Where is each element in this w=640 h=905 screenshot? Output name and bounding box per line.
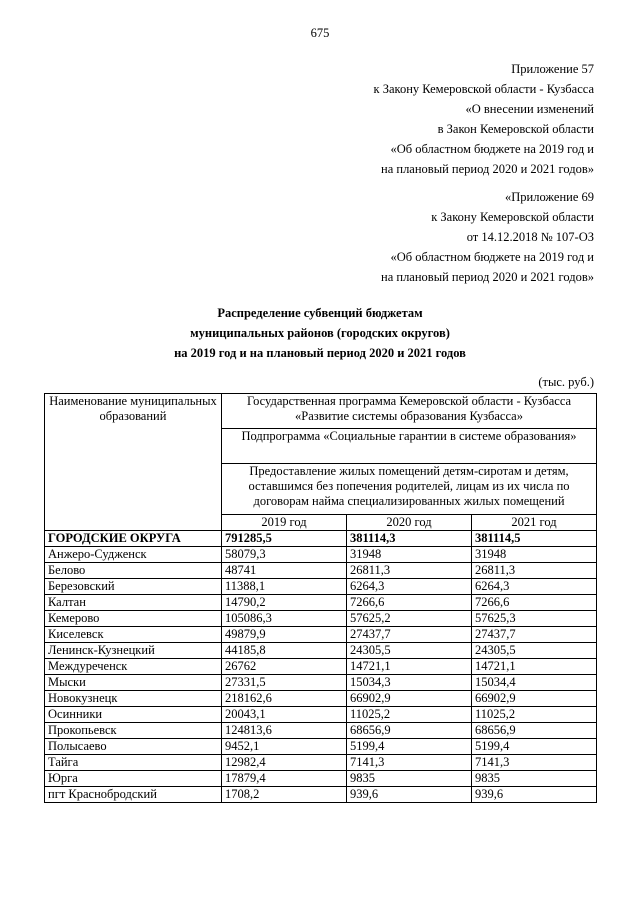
amount-cell: 27437,7 — [347, 627, 472, 643]
table-row — [45, 563, 597, 579]
annex-line: «Об областном бюджете на 2019 год и — [390, 250, 594, 264]
annex-line: в Закон Кемеровской области — [437, 122, 594, 136]
annex-69-header — [274, 187, 594, 287]
amount-cell: 11388,1 — [222, 579, 347, 595]
table-row — [45, 787, 597, 803]
amount-cell: 58079,3 — [222, 547, 347, 563]
amount-cell: 105086,3 — [222, 611, 347, 627]
amount-cell: 24305,5 — [347, 643, 472, 659]
amount-cell: 11025,2 — [347, 707, 472, 723]
municipality-cell: Ленинск-Кузнецкий — [45, 643, 222, 659]
amount-cell: 31948 — [472, 547, 597, 563]
annex-line: «О внесении изменений — [465, 102, 594, 116]
table-row — [45, 643, 597, 659]
amount-cell: 26811,3 — [347, 563, 472, 579]
table-row — [45, 755, 597, 771]
municipality-cell: Полысаево — [45, 739, 222, 755]
amount-cell: 31948 — [347, 547, 472, 563]
measure-header: Предоставление жилых помещений детям-сиротам и детям, оставшимся без попечения родителей, лицам из их числа по договорам найма специализированных жилых помещений — [222, 464, 597, 515]
title-line: муниципальных районов (городских округов) — [190, 326, 450, 340]
table-row — [45, 595, 597, 611]
subprogram-header: Подпрограмма «Социальные гарантии в системе образования» — [222, 429, 597, 464]
amount-cell: 68656,9 — [347, 723, 472, 739]
amount-cell: 5199,4 — [472, 739, 597, 755]
amount-cell: 381114,3 — [347, 531, 472, 547]
amount-cell: 791285,5 — [222, 531, 347, 547]
table-row — [45, 739, 597, 755]
amount-cell: 27437,7 — [472, 627, 597, 643]
amount-cell: 124813,6 — [222, 723, 347, 739]
amount-cell: 14721,1 — [472, 659, 597, 675]
municipality-cell: Междуреченск — [45, 659, 222, 675]
table-row — [45, 611, 597, 627]
municipality-cell: Тайга — [45, 755, 222, 771]
amount-cell: 5199,4 — [347, 739, 472, 755]
municipality-cell: Осинники — [45, 707, 222, 723]
amount-cell: 6264,3 — [472, 579, 597, 595]
subventions-table — [44, 393, 597, 803]
table-row — [45, 547, 597, 563]
amount-cell: 44185,8 — [222, 643, 347, 659]
amount-cell: 27331,5 — [222, 675, 347, 691]
amount-cell: 7266,6 — [347, 595, 472, 611]
municipality-cell: Кемерово — [45, 611, 222, 627]
municipality-cell: Новокузнецк — [45, 691, 222, 707]
amount-cell: 7141,3 — [347, 755, 472, 771]
amount-cell: 381114,5 — [472, 531, 597, 547]
table-row — [45, 675, 597, 691]
year-header: 2020 год — [347, 515, 472, 531]
amount-cell: 17879,4 — [222, 771, 347, 787]
year-header: 2019 год — [222, 515, 347, 531]
annex-line: «Приложение 69 — [505, 190, 594, 204]
title-line: Распределение субвенций бюджетам — [217, 306, 423, 320]
amount-cell: 9835 — [347, 771, 472, 787]
amount-cell: 939,6 — [347, 787, 472, 803]
amount-cell: 14721,1 — [347, 659, 472, 675]
program-header: Государственная программа Кемеровской области - Кузбасса «Развитие системы образования Кузбасса» — [222, 394, 597, 429]
amount-cell: 939,6 — [472, 787, 597, 803]
annex-line: к Закону Кемеровской области — [431, 210, 594, 224]
amount-cell: 49879,9 — [222, 627, 347, 643]
amount-cell: 26762 — [222, 659, 347, 675]
annex-line: к Закону Кемеровской области - Кузбасса — [373, 82, 594, 96]
amount-cell: 26811,3 — [472, 563, 597, 579]
annex-line: на плановый период 2020 и 2021 годов» — [381, 270, 594, 284]
amount-cell: 15034,4 — [472, 675, 597, 691]
annex-57-header — [274, 59, 594, 179]
annex-line: «Об областном бюджете на 2019 год и — [390, 142, 594, 156]
amount-cell: 12982,4 — [222, 755, 347, 771]
amount-cell: 9452,1 — [222, 739, 347, 755]
amount-cell: 7141,3 — [472, 755, 597, 771]
amount-cell: 20043,1 — [222, 707, 347, 723]
municipality-cell: Юрга — [45, 771, 222, 787]
units-label: (тыс. руб.) — [538, 375, 594, 389]
amount-cell: 66902,9 — [472, 691, 597, 707]
amount-cell: 11025,2 — [472, 707, 597, 723]
amount-cell: 48741 — [222, 563, 347, 579]
table-row — [45, 771, 597, 787]
table-row — [45, 723, 597, 739]
header-row-program — [45, 394, 597, 429]
municipality-cell: Березовский — [45, 579, 222, 595]
table-row — [45, 691, 597, 707]
table-row — [45, 579, 597, 595]
amount-cell: 57625,3 — [472, 611, 597, 627]
amount-cell: 57625,2 — [347, 611, 472, 627]
amount-cell: 24305,5 — [472, 643, 597, 659]
municipality-cell: Киселевск — [45, 627, 222, 643]
municipality-cell: Анжеро-Судженск — [45, 547, 222, 563]
table-row — [45, 627, 597, 643]
page-number: 675 — [310, 26, 330, 40]
annex-line: на плановый период 2020 и 2021 годов» — [381, 162, 594, 176]
municipality-cell: Мыски — [45, 675, 222, 691]
column-header-name: Наименование муниципальных образований — [45, 394, 222, 531]
title-line: на 2019 год и на плановый период 2020 и 2021 годов — [174, 346, 466, 360]
municipality-cell: Прокопьевск — [45, 723, 222, 739]
amount-cell: 15034,3 — [347, 675, 472, 691]
municipality-cell: Калтан — [45, 595, 222, 611]
table-row — [45, 707, 597, 723]
annex-line: от 14.12.2018 № 107-ОЗ — [466, 230, 594, 244]
table-total-row — [45, 531, 597, 547]
municipality-cell: ГОРОДСКИЕ ОКРУГА — [45, 531, 222, 547]
amount-cell: 6264,3 — [347, 579, 472, 595]
document-title — [0, 303, 640, 363]
amount-cell: 68656,9 — [472, 723, 597, 739]
year-header: 2021 год — [472, 515, 597, 531]
municipality-cell: Белово — [45, 563, 222, 579]
amount-cell: 1708,2 — [222, 787, 347, 803]
amount-cell: 14790,2 — [222, 595, 347, 611]
amount-cell: 9835 — [472, 771, 597, 787]
amount-cell: 7266,6 — [472, 595, 597, 611]
annex-line: Приложение 57 — [511, 62, 594, 76]
amount-cell: 66902,9 — [347, 691, 472, 707]
amount-cell: 218162,6 — [222, 691, 347, 707]
municipality-cell: пгт Краснобродский — [45, 787, 222, 803]
table-row — [45, 659, 597, 675]
